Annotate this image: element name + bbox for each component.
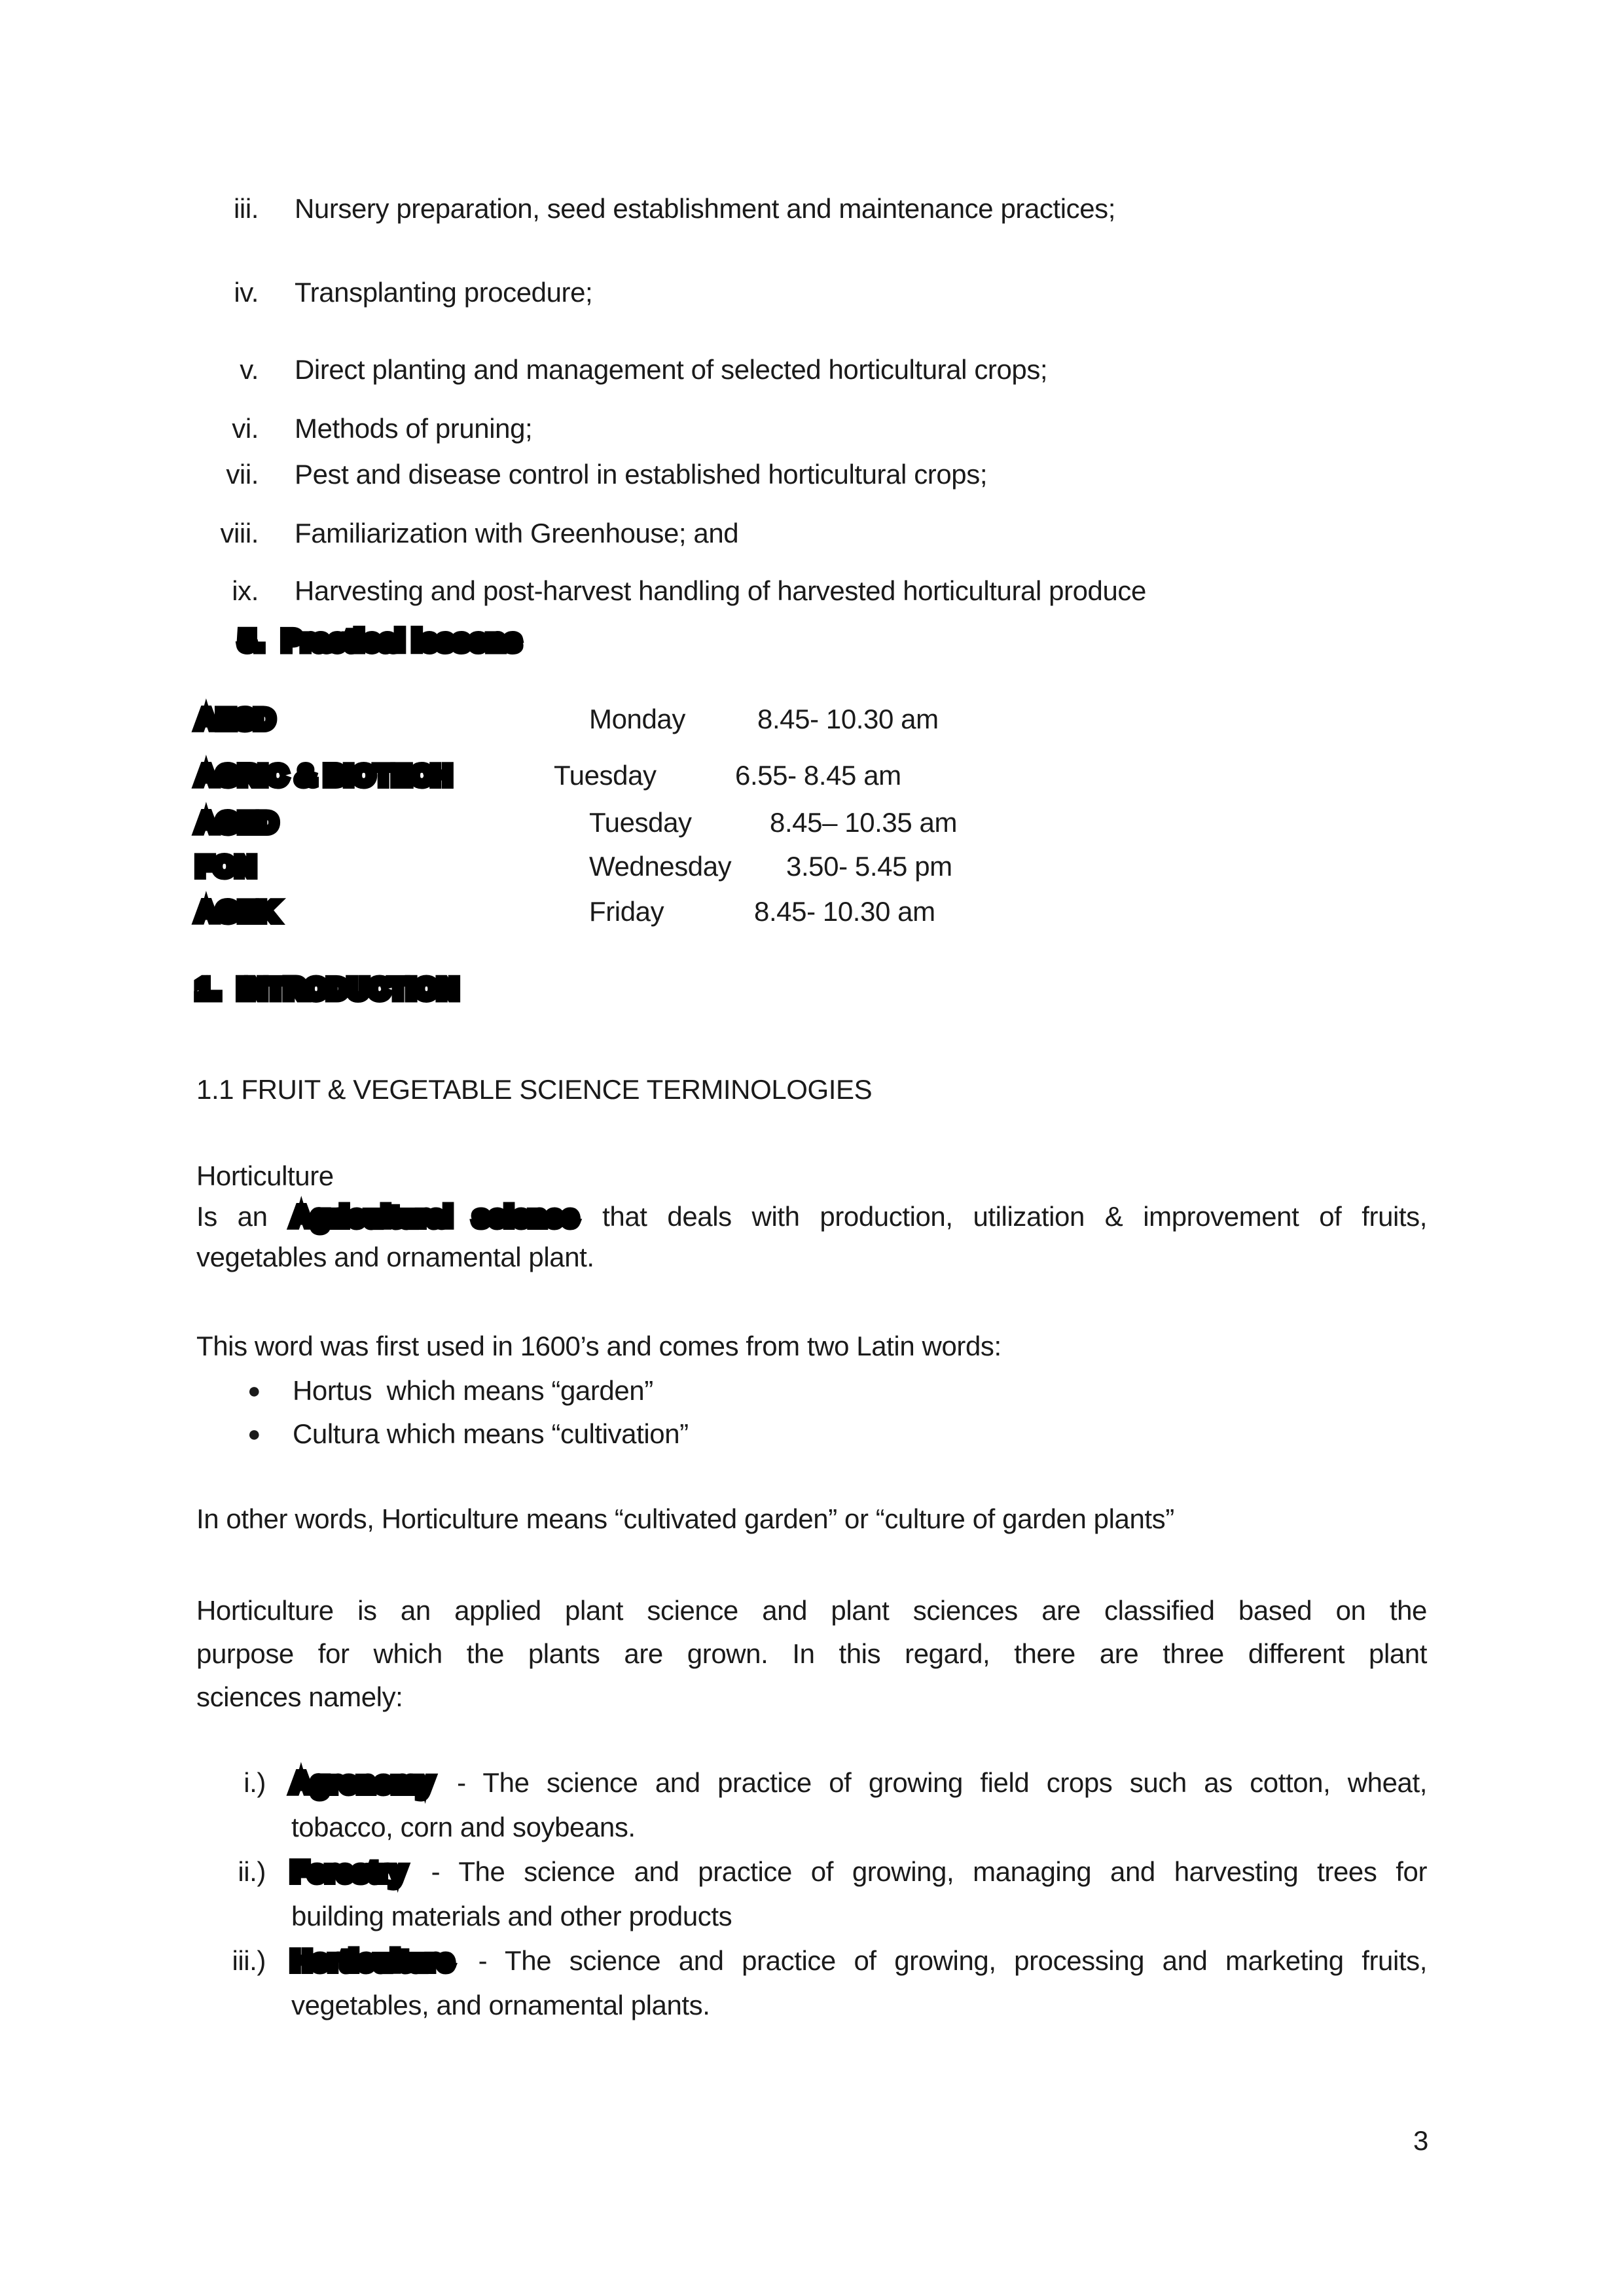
- paragraph-line: sciences namely:: [196, 1681, 403, 1712]
- list-item: [196, 1761, 1427, 1850]
- definition-line-2: vegetables and ornamental plant.: [196, 1242, 594, 1272]
- bullet-item: [196, 1371, 1427, 1411]
- list-marker: iv.: [234, 277, 259, 308]
- horticulture-definition: [196, 1156, 1427, 1278]
- redacted-heading-label: Practical lessons: [282, 625, 522, 656]
- course-code-redacted: FON: [196, 851, 257, 882]
- list-marker: ix.: [232, 575, 259, 606]
- classification-paragraph: [196, 1589, 1427, 1719]
- schedule-day: Tuesday: [554, 760, 657, 791]
- science-line-1: [291, 1939, 1427, 1983]
- science-line-1: [291, 1850, 1427, 1894]
- redacted-heading-label: INTRODUCTION: [238, 973, 459, 1004]
- list-marker: i.): [244, 1767, 266, 1798]
- term-horticulture: Horticulture: [196, 1160, 334, 1191]
- paragraph-line: purpose for which the plants are grown. In this regard, there are three different plant: [196, 1638, 1427, 1669]
- science-text: - The science and practice of growing, managing and harvesting trees for: [431, 1856, 1428, 1887]
- course-code-redacted: AESD: [196, 704, 276, 734]
- paragraph-line: Horticulture is an applied plant science and plant sciences are classified based on the: [196, 1595, 1427, 1626]
- list-body: [291, 1761, 1427, 1850]
- list-item: [196, 408, 1427, 449]
- schedule-row: [196, 699, 1427, 740]
- practical-lessons-heading: [240, 620, 1427, 661]
- list-marker: viii.: [220, 518, 259, 548]
- latin-words-intro: This word was first used in 1600’s and comes from two Latin words:: [196, 1331, 1001, 1361]
- in-other-words-paragraph: In other words, Horticulture means “cultivated garden” or “culture of garden plants”: [196, 1503, 1174, 1534]
- redacted-term: Horticulture: [291, 1945, 454, 1976]
- section-title: 1.1 FRUIT & VEGETABLE SCIENCE TERMINOLOGIES: [196, 1074, 873, 1105]
- list-item: [196, 272, 1427, 313]
- list-text: Methods of pruning;: [295, 413, 533, 444]
- list-body: [291, 1850, 1427, 1939]
- list-text: Pest and disease control in established horticultural crops;: [295, 459, 988, 490]
- science-line-2: building materials and other products: [291, 1901, 732, 1931]
- practical-schedule: [196, 699, 1427, 932]
- schedule-row: [196, 802, 1427, 843]
- schedule-time: 8.45– 10.35 am: [770, 807, 958, 838]
- bullet-text: Cultura which means “cultivation”: [293, 1418, 689, 1449]
- schedule-row: [196, 846, 1427, 887]
- list-text: Direct planting and management of selected horticultural crops;: [295, 354, 1048, 385]
- plant-sciences-list: [196, 1761, 1427, 2028]
- list-item: [196, 1850, 1427, 1939]
- list-marker: vi.: [232, 413, 259, 444]
- list-marker: v.: [240, 354, 259, 385]
- course-code-redacted: AGRIC & BIOTECH: [196, 760, 452, 791]
- schedule-row: [196, 755, 1427, 796]
- list-item: [196, 454, 1427, 495]
- list-text: Transplanting procedure;: [295, 277, 593, 308]
- schedule-time: 3.50- 5.45 pm: [786, 851, 952, 882]
- bullet-item: [196, 1414, 1427, 1454]
- schedule-time: 6.55- 8.45 am: [735, 760, 901, 791]
- redacted-heading-number: 5.: [240, 625, 264, 656]
- definition-suffix: that deals with production, utilization & improvement of fruits,: [602, 1201, 1427, 1232]
- science-line-2: vegetables, and ornamental plants.: [291, 1990, 710, 2020]
- definition-prefix: Is an: [196, 1201, 268, 1232]
- science-text: - The science and practice of growing field crops such as cotton, wheat,: [457, 1767, 1427, 1798]
- list-item: [196, 188, 1427, 229]
- list-text: Harvesting and post-harvest handling of harvested horticultural produce: [295, 575, 1146, 606]
- bullet-text: Hortus which means “garden”: [293, 1375, 653, 1406]
- bullet-icon: ●: [247, 1378, 261, 1403]
- list-marker: iii.): [232, 1945, 266, 1976]
- course-code-redacted: AGED: [196, 807, 278, 838]
- redacted-heading-number: 1.: [196, 973, 221, 1004]
- list-marker: vii.: [226, 459, 259, 490]
- schedule-day: Friday: [589, 896, 664, 927]
- introduction-heading: [196, 969, 1427, 1009]
- redacted-term: Forestry: [291, 1856, 406, 1887]
- list-marker: iii.: [234, 193, 259, 224]
- roman-outline-list: [196, 188, 1427, 611]
- redacted-phrase: Agricultural science: [291, 1201, 579, 1232]
- latin-words-bullet-list: [196, 1371, 1427, 1454]
- list-item: [196, 571, 1427, 611]
- science-line-2: tobacco, corn and soybeans.: [291, 1812, 636, 1842]
- schedule-day: Wednesday: [589, 851, 732, 882]
- science-text: - The science and practice of growing, processing and marketing fruits,: [478, 1945, 1427, 1976]
- list-text: Nursery preparation, seed establishment and maintenance practices;: [295, 193, 1115, 224]
- schedule-time: 8.45- 10.30 am: [754, 896, 935, 927]
- schedule-day: Monday: [589, 704, 685, 734]
- science-line-1: [291, 1761, 1427, 1805]
- schedule-time: 8.45- 10.30 am: [757, 704, 939, 734]
- list-item: [196, 350, 1427, 390]
- bullet-icon: ●: [247, 1422, 261, 1446]
- list-text: Familiarization with Greenhouse; and: [295, 518, 739, 548]
- page-content: [196, 188, 1427, 2028]
- page-number: 3: [1413, 2125, 1428, 2156]
- list-marker: ii.): [238, 1856, 266, 1887]
- schedule-day: Tuesday: [589, 807, 692, 838]
- redacted-term: Agronomy: [291, 1767, 433, 1798]
- definition-line-1: [196, 1196, 1427, 1237]
- list-body: [291, 1939, 1427, 2028]
- list-item: [196, 513, 1427, 554]
- course-code-redacted: AGEK: [196, 896, 278, 927]
- list-item: [196, 1939, 1427, 2028]
- schedule-row: [196, 891, 1427, 932]
